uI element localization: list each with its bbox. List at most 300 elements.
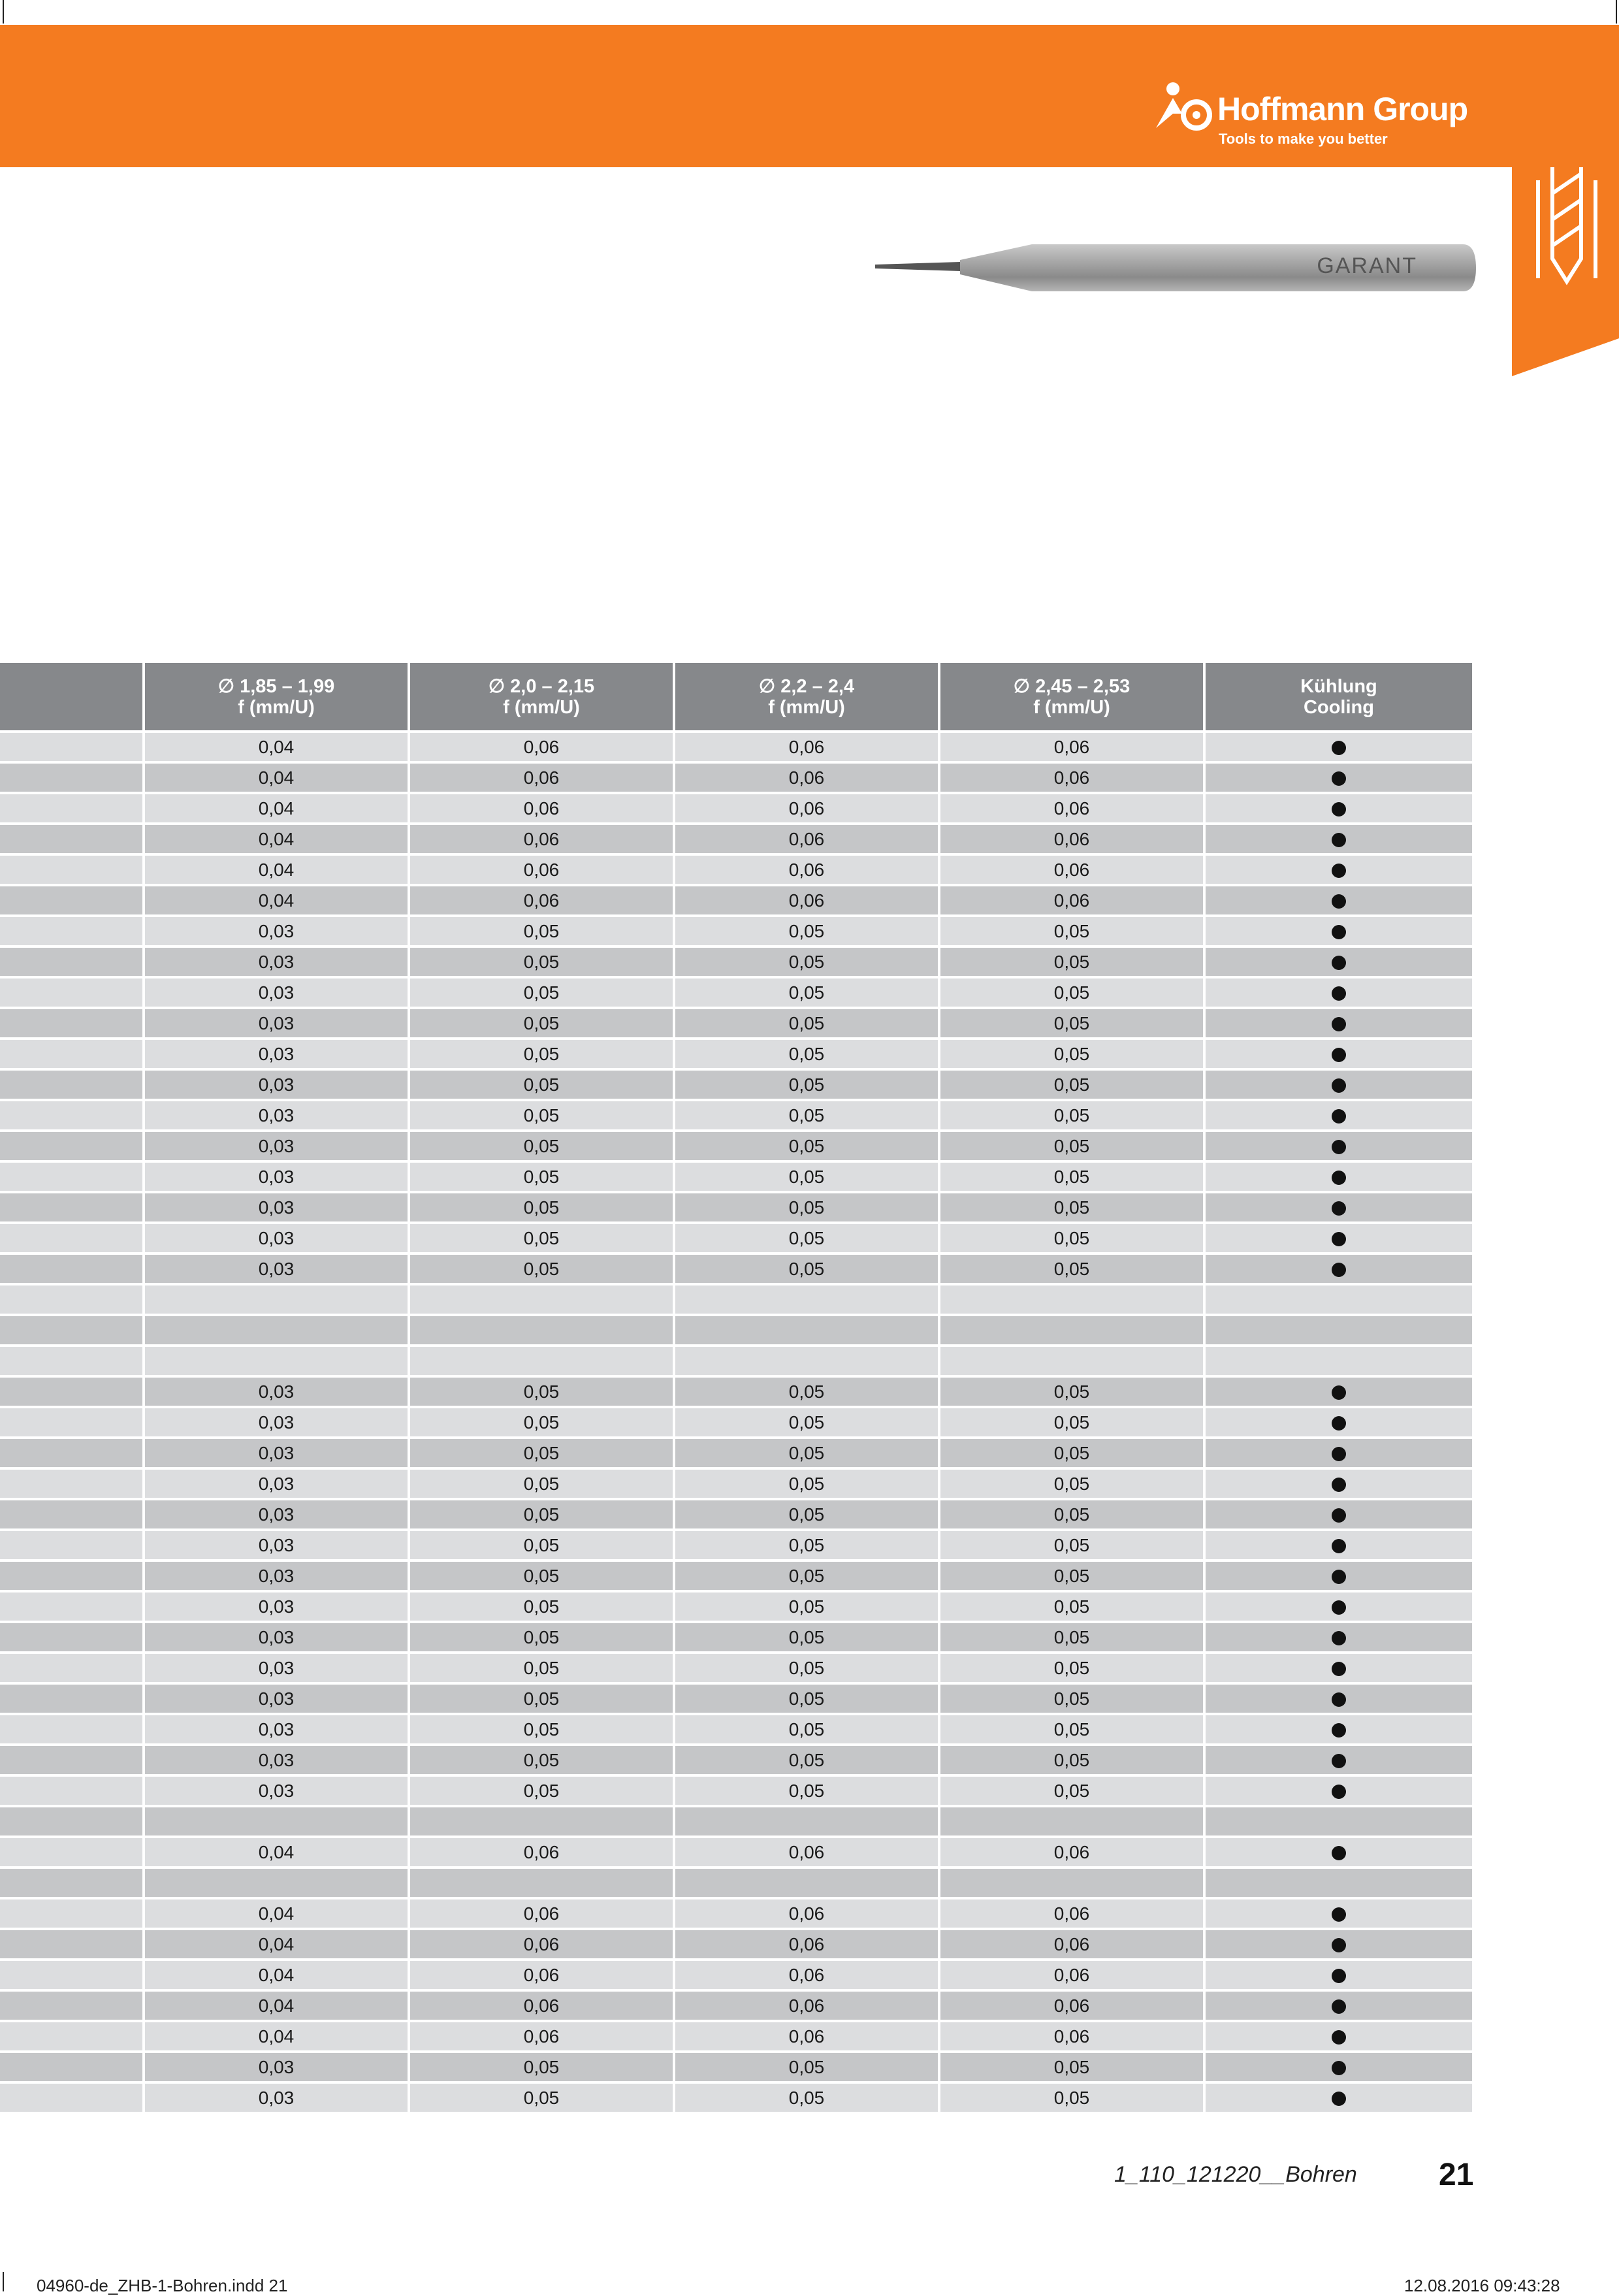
- table-row: [0, 2082, 1472, 2112]
- cooling-dot-icon: [1332, 1969, 1346, 1983]
- feed-value-cell: 0,03: [144, 1376, 409, 1407]
- feed-value-cell: 0,03: [144, 1591, 409, 1622]
- feed-value-cell: [409, 1806, 674, 1837]
- feed-value-cell: 0,06: [939, 1898, 1204, 1929]
- feed-value-cell: 0,03: [144, 1775, 409, 1806]
- cooling-dot-icon: [1332, 1078, 1346, 1093]
- material-cell: [0, 1039, 144, 1069]
- cooling-cell: [1204, 854, 1472, 885]
- material-cell: [0, 1100, 144, 1131]
- feed-value-cell: 0,05: [409, 1253, 674, 1284]
- feed-value-cell: 0,05: [674, 916, 939, 946]
- feed-value-cell: 0,06: [409, 2021, 674, 2052]
- feed-value-cell: 0,05: [939, 1192, 1204, 1223]
- cooling-cell: [1204, 1560, 1472, 1591]
- feed-value-cell: 0,06: [409, 824, 674, 854]
- feed-value-cell: 0,05: [674, 2082, 939, 2112]
- feed-value-cell: 0,06: [939, 854, 1204, 885]
- feed-value-cell: 0,03: [144, 1008, 409, 1039]
- cooling-cell: [1204, 1468, 1472, 1499]
- feed-value-cell: 0,06: [409, 1898, 674, 1929]
- material-cell: [0, 1253, 144, 1284]
- feed-value-cell: 0,06: [409, 762, 674, 793]
- print-slug-file: 04960-de_ZHB-1-Bohren.indd 21: [37, 2276, 288, 2295]
- material-cell: [0, 1591, 144, 1622]
- feed-value-cell: 0,06: [939, 793, 1204, 824]
- column-header: Kühlung Cooling: [1204, 663, 1472, 732]
- feed-value-cell: 0,05: [674, 1468, 939, 1499]
- feed-value-cell: 0,06: [939, 885, 1204, 916]
- table-row: [0, 762, 1472, 793]
- feed-value-cell: 0,05: [409, 1683, 674, 1714]
- table-row: [0, 1284, 1472, 1315]
- table-row: [0, 1530, 1472, 1560]
- table-row: [0, 1806, 1472, 1837]
- feed-value-cell: 0,05: [674, 1192, 939, 1223]
- material-cell: [0, 2082, 144, 2112]
- feed-value-cell: [674, 1346, 939, 1376]
- material-cell: [0, 885, 144, 916]
- feed-value-cell: 0,05: [674, 1591, 939, 1622]
- feed-value-cell: 0,06: [939, 1960, 1204, 1990]
- feed-value-cell: 0,03: [144, 1192, 409, 1223]
- feed-value-cell: 0,03: [144, 1253, 409, 1284]
- feed-value-cell: 0,03: [144, 1683, 409, 1714]
- feed-value-cell: 0,05: [674, 1100, 939, 1131]
- cooling-cell: [1204, 1929, 1472, 1960]
- feed-value-cell: [144, 1806, 409, 1837]
- feed-value-cell: 0,05: [939, 1069, 1204, 1100]
- feed-value-cell: 0,05: [409, 977, 674, 1008]
- feed-value-cell: 0,05: [674, 1622, 939, 1653]
- cooling-cell: [1204, 2052, 1472, 2082]
- cooling-cell: [1204, 1775, 1472, 1806]
- brand-logo: [1153, 72, 1480, 150]
- feed-value-cell: 0,03: [144, 1223, 409, 1253]
- cooling-cell: [1204, 1039, 1472, 1069]
- feed-value-cell: 0,06: [674, 793, 939, 824]
- table-row: [0, 793, 1472, 824]
- table-row: [0, 1438, 1472, 1468]
- feed-value-cell: 0,04: [144, 824, 409, 854]
- feed-value-cell: 0,05: [674, 1683, 939, 1714]
- feed-value-cell: 0,05: [409, 1499, 674, 1530]
- cooling-cell: [1204, 2021, 1472, 2052]
- material-cell: [0, 2052, 144, 2082]
- feed-value-cell: 0,06: [939, 1990, 1204, 2021]
- cooling-cell: [1204, 1253, 1472, 1284]
- cooling-cell: [1204, 1100, 1472, 1131]
- cooling-cell: [1204, 1499, 1472, 1530]
- feed-value-cell: 0,05: [939, 1714, 1204, 1745]
- feed-value-cell: 0,05: [674, 946, 939, 977]
- feed-value-cell: 0,05: [409, 1223, 674, 1253]
- feed-value-cell: 0,05: [939, 1745, 1204, 1775]
- material-cell: [0, 762, 144, 793]
- feed-value-cell: [409, 1346, 674, 1376]
- feed-value-cell: 0,06: [674, 854, 939, 885]
- material-cell: [0, 1438, 144, 1468]
- cooling-cell: [1204, 1223, 1472, 1253]
- cooling-dot-icon: [1332, 864, 1346, 878]
- feed-value-cell: 0,06: [409, 1990, 674, 2021]
- feed-value-cell: 0,04: [144, 732, 409, 762]
- table-row: [0, 1346, 1472, 1376]
- feed-value-cell: 0,06: [674, 2021, 939, 2052]
- cooling-dot-icon: [1332, 1478, 1346, 1492]
- feed-value-cell: 0,05: [674, 1376, 939, 1407]
- feed-value-cell: 0,06: [674, 1837, 939, 1868]
- cooling-dot-icon: [1332, 1785, 1346, 1799]
- feed-value-cell: 0,05: [939, 1253, 1204, 1284]
- feed-value-cell: 0,05: [409, 1039, 674, 1069]
- feed-value-cell: 0,06: [939, 2021, 1204, 2052]
- feed-value-cell: 0,05: [674, 1223, 939, 1253]
- feed-value-cell: [144, 1868, 409, 1898]
- feed-value-cell: 0,03: [144, 1468, 409, 1499]
- feed-value-cell: 0,04: [144, 885, 409, 916]
- feed-value-cell: 0,03: [144, 1622, 409, 1653]
- feed-value-cell: 0,05: [674, 1131, 939, 1161]
- cooling-dot-icon: [1332, 1631, 1346, 1645]
- cooling-dot-icon: [1332, 1938, 1346, 1952]
- feed-value-cell: 0,05: [409, 916, 674, 946]
- material-cell: [0, 977, 144, 1008]
- feed-value-cell: 0,05: [409, 1622, 674, 1653]
- cooling-dot-icon: [1332, 741, 1346, 755]
- cooling-dot-icon: [1332, 2092, 1346, 2106]
- cooling-dot-icon: [1332, 925, 1346, 939]
- feed-value-cell: 0,05: [939, 1223, 1204, 1253]
- feed-value-cell: 0,06: [939, 762, 1204, 793]
- cooling-dot-icon: [1332, 1723, 1346, 1738]
- feed-value-cell: 0,04: [144, 762, 409, 793]
- feed-value-cell: [144, 1346, 409, 1376]
- cooling-cell: [1204, 1161, 1472, 1192]
- material-cell: [0, 1560, 144, 1591]
- table-row: [0, 1223, 1472, 1253]
- feed-value-cell: 0,04: [144, 1960, 409, 1990]
- cooling-dot-icon: [1332, 986, 1346, 1001]
- column-header: [0, 663, 144, 732]
- feed-value-cell: 0,03: [144, 1714, 409, 1745]
- feed-value-cell: 0,05: [939, 1100, 1204, 1131]
- feed-value-cell: 0,05: [409, 946, 674, 977]
- feed-value-cell: 0,05: [409, 1161, 674, 1192]
- feed-value-cell: 0,05: [674, 1560, 939, 1591]
- cooling-dot-icon: [1332, 894, 1346, 909]
- material-cell: [0, 1284, 144, 1315]
- table-row: [0, 916, 1472, 946]
- feed-value-cell: 0,06: [939, 1929, 1204, 1960]
- material-cell: [0, 1837, 144, 1868]
- feed-value-cell: 0,03: [144, 1745, 409, 1775]
- cooling-dot-icon: [1332, 1570, 1346, 1584]
- table-row: [0, 1376, 1472, 1407]
- table-row: [0, 1039, 1472, 1069]
- material-cell: [0, 1161, 144, 1192]
- table-row: [0, 1499, 1472, 1530]
- cooling-dot-icon: [1332, 1048, 1346, 1062]
- cooling-cell: [1204, 762, 1472, 793]
- table-row: [0, 1868, 1472, 1898]
- table-row: [0, 1560, 1472, 1591]
- cooling-cell: [1204, 1346, 1472, 1376]
- feed-value-cell: [674, 1315, 939, 1346]
- feed-value-cell: 0,05: [409, 1560, 674, 1591]
- feed-value-cell: [674, 1868, 939, 1898]
- table-row: [0, 1714, 1472, 1745]
- cooling-cell: [1204, 2082, 1472, 2112]
- cooling-dot-icon: [1332, 1846, 1346, 1860]
- feed-value-cell: 0,05: [939, 2052, 1204, 2082]
- feed-value-cell: 0,05: [409, 1008, 674, 1039]
- feed-value-cell: 0,06: [409, 1960, 674, 1990]
- cooling-dot-icon: [1332, 1692, 1346, 1707]
- document-code: 1_110_121220__Bohren: [1114, 2162, 1357, 2187]
- material-cell: [0, 824, 144, 854]
- feed-value-cell: 0,06: [409, 793, 674, 824]
- feed-value-cell: [674, 1284, 939, 1315]
- material-cell: [0, 854, 144, 885]
- table-row: [0, 1653, 1472, 1683]
- feed-value-cell: 0,06: [674, 885, 939, 916]
- cooling-cell: [1204, 1530, 1472, 1560]
- cooling-cell: [1204, 1868, 1472, 1898]
- cooling-cell: [1204, 1806, 1472, 1837]
- feed-value-cell: 0,03: [144, 2082, 409, 2112]
- feed-value-cell: 0,05: [409, 1591, 674, 1622]
- print-slug-date: 12.08.2016 09:43:28: [1404, 2276, 1560, 2295]
- cooling-cell: [1204, 824, 1472, 854]
- cooling-cell: [1204, 1591, 1472, 1622]
- feed-value-cell: 0,05: [674, 1775, 939, 1806]
- feed-value-cell: 0,06: [674, 1929, 939, 1960]
- cooling-cell: [1204, 1438, 1472, 1468]
- feed-value-cell: 0,04: [144, 1898, 409, 1929]
- material-cell: [0, 1315, 144, 1346]
- feed-value-cell: 0,05: [939, 1499, 1204, 1530]
- cooling-cell: [1204, 1745, 1472, 1775]
- cooling-dot-icon: [1332, 771, 1346, 786]
- table-row: [0, 1100, 1472, 1131]
- table-row: [0, 1683, 1472, 1714]
- hoffmann-logo-icon: [1153, 81, 1216, 133]
- material-cell: [0, 1223, 144, 1253]
- cooling-dot-icon: [1332, 1447, 1346, 1461]
- table-row: [0, 824, 1472, 854]
- cooling-dot-icon: [1332, 1662, 1346, 1676]
- crop-mark: [3, 0, 4, 24]
- feed-value-cell: 0,03: [144, 1530, 409, 1560]
- feed-value-cell: 0,06: [674, 824, 939, 854]
- feed-value-cell: 0,03: [144, 1438, 409, 1468]
- feed-value-cell: 0,03: [144, 2052, 409, 2082]
- material-cell: [0, 1806, 144, 1837]
- table-row: [0, 1929, 1472, 1960]
- feed-value-cell: 0,05: [939, 1591, 1204, 1622]
- crop-mark: [3, 2272, 4, 2291]
- material-cell: [0, 946, 144, 977]
- feed-value-cell: 0,05: [939, 946, 1204, 977]
- cooling-dot-icon: [1332, 1171, 1346, 1185]
- table-row: [0, 1960, 1472, 1990]
- material-cell: [0, 1714, 144, 1745]
- cooling-cell: [1204, 1622, 1472, 1653]
- feed-value-cell: 0,05: [409, 1069, 674, 1100]
- feed-value-cell: 0,03: [144, 1407, 409, 1438]
- cooling-cell: [1204, 1653, 1472, 1683]
- feed-value-cell: 0,06: [409, 1929, 674, 1960]
- material-cell: [0, 1990, 144, 2021]
- feed-value-cell: 0,05: [409, 1376, 674, 1407]
- feed-value-cell: 0,05: [939, 977, 1204, 1008]
- cooling-cell: [1204, 1284, 1472, 1315]
- feed-value-cell: 0,03: [144, 946, 409, 977]
- product-brand-label: GARANT: [1317, 253, 1417, 278]
- material-cell: [0, 1622, 144, 1653]
- feed-value-cell: [939, 1284, 1204, 1315]
- feed-value-cell: 0,05: [939, 1775, 1204, 1806]
- feed-value-cell: 0,06: [674, 1898, 939, 1929]
- feed-value-cell: 0,05: [939, 1438, 1204, 1468]
- material-cell: [0, 1868, 144, 1898]
- feed-value-cell: 0,05: [409, 1438, 674, 1468]
- feed-value-cell: [674, 1806, 939, 1837]
- cooling-dot-icon: [1332, 1508, 1346, 1523]
- material-cell: [0, 1499, 144, 1530]
- cooling-cell: [1204, 793, 1472, 824]
- feed-value-cell: [409, 1284, 674, 1315]
- table-row: [0, 1192, 1472, 1223]
- feed-value-cell: 0,05: [939, 1008, 1204, 1039]
- table-row: [0, 946, 1472, 977]
- material-cell: [0, 1960, 144, 1990]
- feed-value-cell: 0,06: [409, 885, 674, 916]
- material-cell: [0, 1069, 144, 1100]
- feed-value-cell: [939, 1806, 1204, 1837]
- feed-value-cell: 0,05: [674, 1530, 939, 1560]
- feed-value-cell: 0,06: [409, 732, 674, 762]
- cooling-cell: [1204, 1898, 1472, 1929]
- page-number: 21: [1439, 2158, 1474, 2192]
- cooling-cell: [1204, 1131, 1472, 1161]
- feed-value-cell: 0,05: [939, 1530, 1204, 1560]
- table-row: [0, 977, 1472, 1008]
- material-cell: [0, 1407, 144, 1438]
- cooling-dot-icon: [1332, 1232, 1346, 1246]
- feed-value-cell: 0,05: [939, 2082, 1204, 2112]
- feed-value-cell: 0,05: [939, 1039, 1204, 1069]
- material-cell: [0, 1468, 144, 1499]
- feed-value-cell: 0,05: [674, 1008, 939, 1039]
- cooling-dot-icon: [1332, 1600, 1346, 1615]
- table-header-row: [0, 663, 1472, 732]
- cooling-dot-icon: [1332, 1907, 1346, 1922]
- cooling-cell: [1204, 732, 1472, 762]
- feed-value-cell: 0,03: [144, 1560, 409, 1591]
- table-row: [0, 1468, 1472, 1499]
- feed-value-cell: 0,06: [409, 854, 674, 885]
- drill-category-tab: [1512, 167, 1619, 376]
- cooling-dot-icon: [1332, 1263, 1346, 1277]
- feed-value-cell: 0,05: [939, 1376, 1204, 1407]
- feed-value-cell: 0,05: [674, 1653, 939, 1683]
- feed-value-cell: 0,04: [144, 1990, 409, 2021]
- feed-value-cell: 0,03: [144, 1039, 409, 1069]
- cooling-cell: [1204, 946, 1472, 977]
- feed-value-cell: 0,03: [144, 977, 409, 1008]
- table-row: [0, 2052, 1472, 2082]
- cooling-cell: [1204, 1990, 1472, 2021]
- material-cell: [0, 1745, 144, 1775]
- material-cell: [0, 2021, 144, 2052]
- feed-value-cell: 0,05: [409, 1192, 674, 1223]
- feed-value-cell: [409, 1315, 674, 1346]
- cooling-dot-icon: [1332, 802, 1346, 817]
- feed-value-cell: 0,05: [409, 1468, 674, 1499]
- feed-value-cell: 0,05: [939, 916, 1204, 946]
- feed-value-cell: 0,06: [939, 824, 1204, 854]
- cooling-dot-icon: [1332, 2030, 1346, 2045]
- table-row: [0, 1253, 1472, 1284]
- feed-value-cell: [144, 1315, 409, 1346]
- feed-value-cell: 0,05: [674, 1745, 939, 1775]
- material-cell: [0, 1929, 144, 1960]
- feed-value-cell: 0,05: [939, 1560, 1204, 1591]
- feed-value-cell: 0,05: [409, 1653, 674, 1683]
- feed-value-cell: 0,04: [144, 854, 409, 885]
- feed-value-cell: 0,04: [144, 1929, 409, 1960]
- table-row: [0, 1775, 1472, 1806]
- cooling-cell: [1204, 1315, 1472, 1346]
- material-cell: [0, 916, 144, 946]
- feed-value-cell: 0,06: [674, 762, 939, 793]
- feed-value-cell: 0,05: [409, 1745, 674, 1775]
- cooling-cell: [1204, 1683, 1472, 1714]
- crop-mark: [1616, 0, 1617, 24]
- column-header: ∅ 2,45 – 2,53 f (mm/U): [939, 663, 1204, 732]
- feed-value-cell: 0,04: [144, 1837, 409, 1868]
- feed-value-cell: 0,04: [144, 793, 409, 824]
- table-row: [0, 2021, 1472, 2052]
- table-row: [0, 1837, 1472, 1868]
- material-cell: [0, 1346, 144, 1376]
- feed-value-cell: [144, 1284, 409, 1315]
- material-cell: [0, 1376, 144, 1407]
- cooling-dot-icon: [1332, 1201, 1346, 1216]
- material-cell: [0, 1008, 144, 1039]
- feed-value-cell: 0,05: [674, 1069, 939, 1100]
- table-row: [0, 1161, 1472, 1192]
- feed-value-cell: 0,03: [144, 1131, 409, 1161]
- feed-value-cell: 0,03: [144, 1653, 409, 1683]
- material-cell: [0, 793, 144, 824]
- feed-value-cell: 0,05: [674, 1438, 939, 1468]
- column-header: ∅ 2,0 – 2,15 f (mm/U): [409, 663, 674, 732]
- table-row: [0, 1591, 1472, 1622]
- feed-value-cell: 0,05: [939, 1131, 1204, 1161]
- cooling-cell: [1204, 1960, 1472, 1990]
- material-cell: [0, 1192, 144, 1223]
- cooling-cell: [1204, 916, 1472, 946]
- material-cell: [0, 1898, 144, 1929]
- drill-product-image: [869, 240, 1476, 295]
- cooling-cell: [1204, 1837, 1472, 1868]
- feed-value-cell: 0,05: [674, 1253, 939, 1284]
- material-cell: [0, 1775, 144, 1806]
- cooling-dot-icon: [1332, 1017, 1346, 1031]
